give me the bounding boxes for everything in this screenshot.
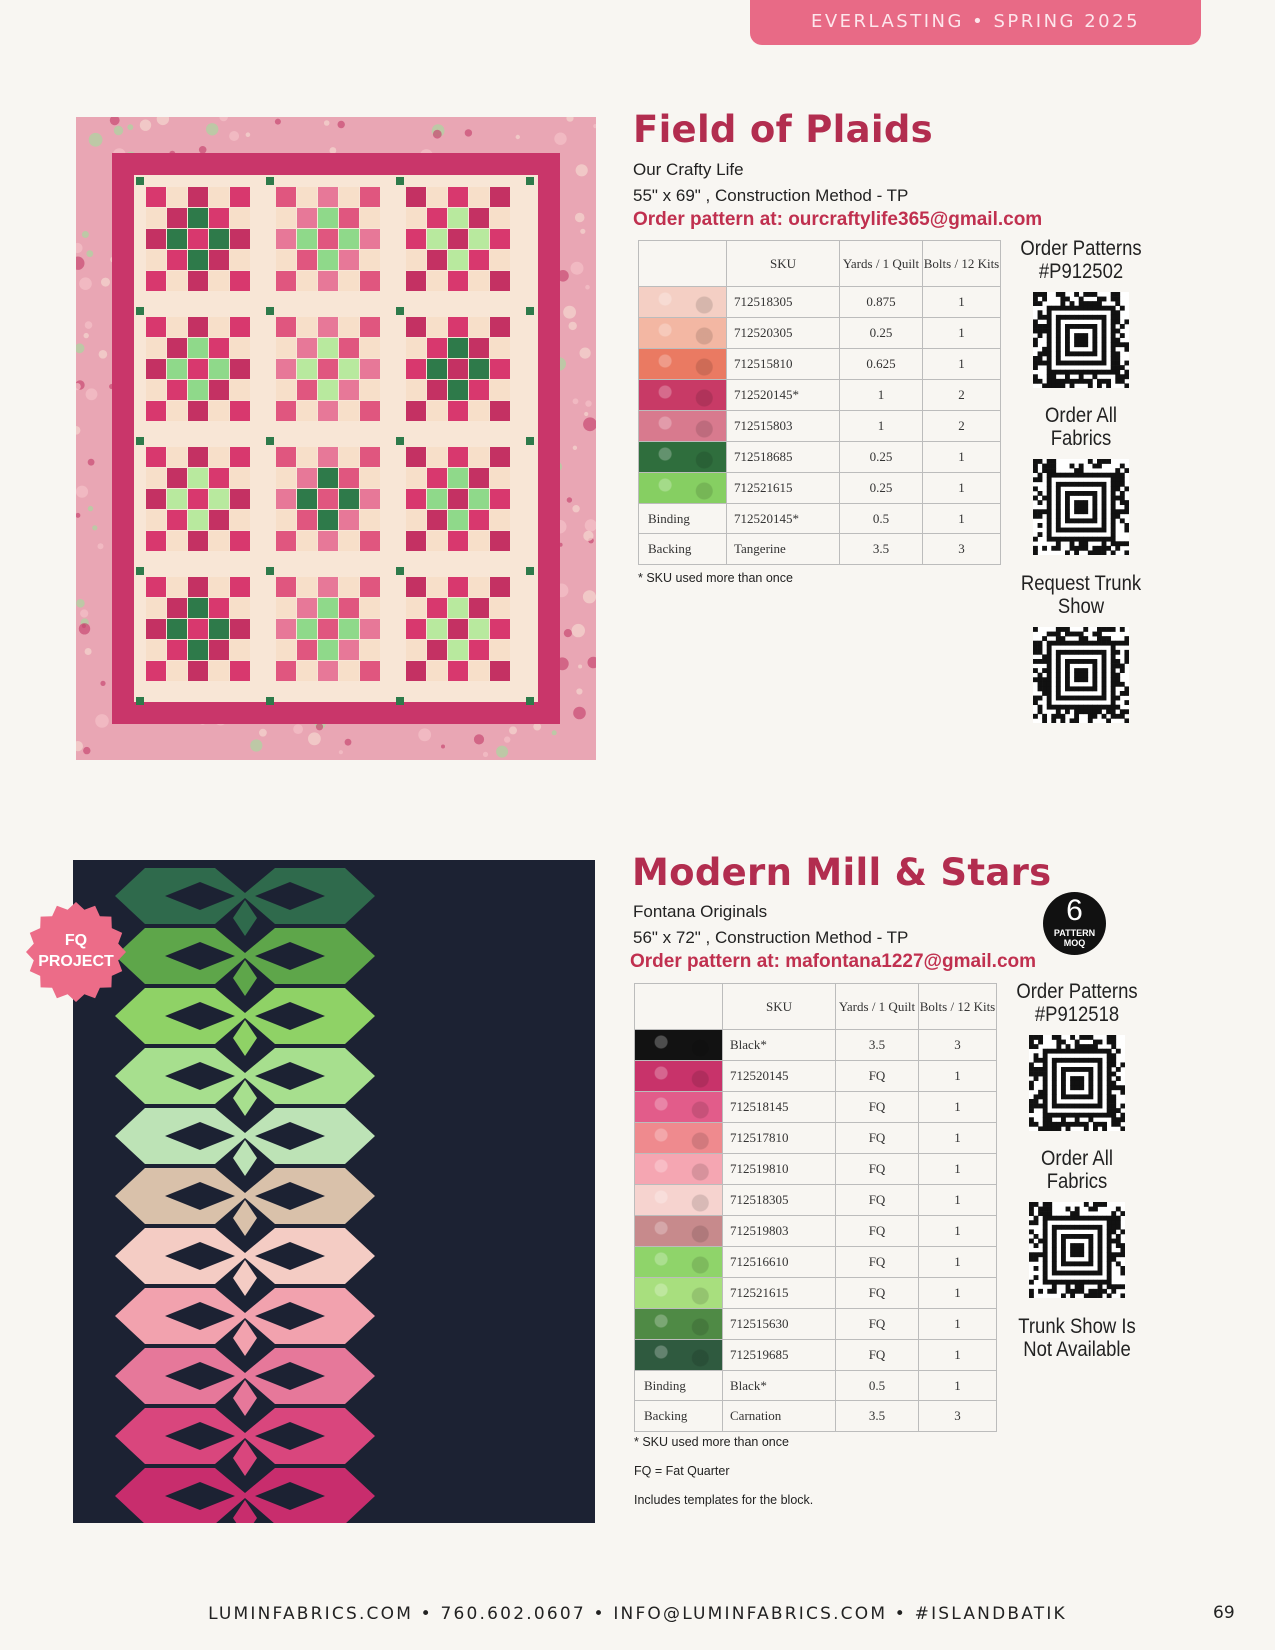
cell-sku: 712521615 xyxy=(727,473,840,504)
fabric-swatch xyxy=(639,473,727,504)
table-header: SKU xyxy=(723,984,836,1030)
cell-sku: 712520145* xyxy=(727,380,840,411)
table-row xyxy=(635,1092,997,1123)
cell-sku: Black* xyxy=(723,1030,836,1061)
qr-code-icon[interactable] xyxy=(1033,627,1129,723)
cell-sku: 712519810 xyxy=(723,1154,836,1185)
cell-yards: FQ xyxy=(836,1154,919,1185)
cell-bolts: 1 xyxy=(923,473,1001,504)
table-row xyxy=(635,1030,997,1061)
page-number: 69 xyxy=(1213,1603,1235,1623)
cell-sku: 712515803 xyxy=(727,411,840,442)
fabric-swatch xyxy=(635,1247,723,1278)
fabric-swatch-color xyxy=(635,1340,722,1370)
project1-size: 55" x 69" , Construction Method - TP xyxy=(633,186,909,205)
fabric-swatch-color xyxy=(639,473,726,503)
table-row xyxy=(635,1123,997,1154)
cell-bolts: 1 xyxy=(923,349,1001,380)
cell-sku: 712520145 xyxy=(723,1061,836,1092)
cell-yards: FQ xyxy=(836,1216,919,1247)
qr-code-icon[interactable] xyxy=(1033,459,1129,555)
cell-bolts: 1 xyxy=(923,504,1001,534)
fabric-swatch xyxy=(639,380,727,411)
cell-bolts: 1 xyxy=(919,1309,997,1340)
project1-title: Field of Plaids xyxy=(633,108,933,151)
table-header: Yards / 1 Quilt xyxy=(836,984,919,1030)
table-row xyxy=(639,287,1001,318)
cell-sku: 712515810 xyxy=(727,349,840,380)
fabric-swatch-color xyxy=(639,442,726,472)
qr-code-icon[interactable] xyxy=(1029,1202,1125,1298)
fabric-swatch-color xyxy=(635,1247,722,1277)
fabric-swatch-color xyxy=(635,1061,722,1091)
cell-yards: FQ xyxy=(836,1123,919,1154)
table-header: SKU xyxy=(727,241,840,287)
fabric-swatch-color xyxy=(635,1123,722,1153)
qr-label: Order Patterns #P912518 xyxy=(1016,980,1138,1026)
cell-sku: 712517810 xyxy=(723,1123,836,1154)
fabric-swatch-color xyxy=(635,1092,722,1122)
fabric-swatch-color xyxy=(635,1154,722,1184)
cell-bolts: 1 xyxy=(919,1216,997,1247)
moq-label: PATTERN MOQ xyxy=(1053,928,1096,948)
cell-yards: 0.625 xyxy=(840,349,923,380)
cell-yards: 3.5 xyxy=(840,534,923,564)
fabric-swatch-color xyxy=(635,1216,722,1246)
row-label: Binding xyxy=(635,1371,723,1401)
qr-code-icon[interactable] xyxy=(1029,1035,1125,1131)
cell-bolts: 1 xyxy=(919,1247,997,1278)
fabric-swatch-color xyxy=(639,380,726,410)
cell-sku: 712521615 xyxy=(723,1278,836,1309)
table-row xyxy=(639,318,1001,349)
qr-label: Trunk Show Is Not Available xyxy=(1018,1315,1136,1361)
cell-bolts: 1 xyxy=(919,1340,997,1371)
cell-yards: 1 xyxy=(840,380,923,411)
fabric-swatch xyxy=(639,287,727,318)
fabric-swatch xyxy=(639,411,727,442)
cell-sku: 712515630 xyxy=(723,1309,836,1340)
cell-sku: 712519685 xyxy=(723,1340,836,1371)
cell-bolts: 2 xyxy=(923,411,1001,442)
fabric-swatch-color xyxy=(639,287,726,317)
catalog-header-tab: EVERLASTING • SPRING 2025 xyxy=(750,0,1201,45)
cell-sku: 712518685 xyxy=(727,442,840,473)
table-row xyxy=(639,442,1001,473)
cell-yards: FQ xyxy=(836,1092,919,1123)
cell-yards: 3.5 xyxy=(836,1030,919,1061)
cell-yards: 1 xyxy=(840,411,923,442)
table-row xyxy=(635,1340,997,1371)
cell-sku: 712520305 xyxy=(727,318,840,349)
table-row xyxy=(639,380,1001,411)
table-row xyxy=(639,411,1001,442)
table-row xyxy=(635,1371,997,1401)
cell-sku: Tangerine xyxy=(727,534,840,564)
row-label: Binding xyxy=(639,504,727,534)
fabric-swatch xyxy=(635,1092,723,1123)
table-row xyxy=(639,349,1001,380)
fabric-swatch xyxy=(635,1030,723,1061)
table-row xyxy=(635,1185,997,1216)
table-row xyxy=(635,1216,997,1247)
project2-fabric-table xyxy=(634,983,997,1432)
table-row xyxy=(639,473,1001,504)
fabric-swatch-color xyxy=(635,1309,722,1339)
cell-yards: 0.25 xyxy=(840,442,923,473)
qr-label: Request Trunk Show xyxy=(1020,572,1142,618)
cell-sku: Carnation xyxy=(723,1401,836,1431)
fabric-swatch xyxy=(635,1278,723,1309)
cell-sku: 712518305 xyxy=(727,287,840,318)
cell-bolts: 2 xyxy=(923,380,1001,411)
fabric-swatch xyxy=(635,1123,723,1154)
fabric-swatch xyxy=(635,1185,723,1216)
project1-order-link[interactable]: Order pattern at: ourcraftylife365@gmail.com xyxy=(633,209,1043,230)
cell-yards: 0.25 xyxy=(840,318,923,349)
fabric-swatch-color xyxy=(639,349,726,379)
moq-number: 6 xyxy=(1066,894,1083,927)
cell-bolts: 1 xyxy=(919,1154,997,1185)
cell-bolts: 1 xyxy=(923,442,1001,473)
cell-sku: 712519803 xyxy=(723,1216,836,1247)
cell-yards: 0.5 xyxy=(840,504,923,534)
cell-bolts: 3 xyxy=(919,1401,997,1431)
fabric-swatch-color xyxy=(639,318,726,348)
table-row xyxy=(635,1401,997,1431)
fabric-swatch xyxy=(635,1216,723,1247)
table-header: Bolts / 12 Kits xyxy=(919,984,997,1030)
project2-title: Modern Mill & Stars xyxy=(632,851,1052,894)
fabric-swatch xyxy=(639,349,727,380)
modern-mill-stars-quilt-image xyxy=(73,860,595,1523)
cell-bolts: 1 xyxy=(919,1371,997,1401)
fabric-swatch xyxy=(635,1154,723,1185)
table-row xyxy=(635,1309,997,1340)
fabric-swatch xyxy=(635,1340,723,1371)
fabric-swatch-color xyxy=(639,411,726,441)
fq-project-badge-label: FQ PROJECT xyxy=(38,932,114,970)
fabric-swatch-color xyxy=(635,1185,722,1215)
table-row xyxy=(635,1154,997,1185)
table-row xyxy=(635,1247,997,1278)
project2-size: 56" x 72" , Construction Method - TP xyxy=(633,928,909,947)
cell-yards: FQ xyxy=(836,1061,919,1092)
cell-sku: 712518145 xyxy=(723,1092,836,1123)
field-of-plaids-quilt-image xyxy=(76,117,596,760)
cell-yards: 0.5 xyxy=(836,1371,919,1401)
qr-label: Order All Fabrics xyxy=(1041,1147,1113,1193)
cell-yards: 3.5 xyxy=(836,1401,919,1431)
qr-code-icon[interactable] xyxy=(1033,292,1129,388)
cell-yards: 0.875 xyxy=(840,287,923,318)
qr-label: Order Patterns #P912502 xyxy=(1020,237,1142,283)
table-row xyxy=(639,534,1001,564)
project1-designer: Our Crafty Life xyxy=(633,160,744,179)
footnote: FQ = Fat Quarter xyxy=(634,1464,730,1478)
cell-sku: 712516610 xyxy=(723,1247,836,1278)
row-label: Backing xyxy=(635,1401,723,1431)
row-label: Backing xyxy=(639,534,727,564)
fabric-swatch xyxy=(635,1061,723,1092)
table-row xyxy=(639,504,1001,534)
project1-fabric-table xyxy=(638,240,1001,565)
cell-sku: 712518305 xyxy=(723,1185,836,1216)
cell-bolts: 1 xyxy=(919,1185,997,1216)
cell-yards: FQ xyxy=(836,1247,919,1278)
fabric-swatch-color xyxy=(635,1030,722,1060)
qr-label: Order All Fabrics xyxy=(1045,404,1117,450)
footnote: * SKU used more than once xyxy=(634,1435,789,1449)
cell-sku: Black* xyxy=(723,1371,836,1401)
table-header: Yards / 1 Quilt xyxy=(840,241,923,287)
cell-bolts: 1 xyxy=(919,1278,997,1309)
project2-order-link[interactable]: Order pattern at: mafontana1227@gmail.com xyxy=(630,951,1037,972)
cell-bolts: 1 xyxy=(919,1092,997,1123)
table-header xyxy=(635,984,723,1030)
footnote: Includes templates for the block. xyxy=(634,1493,814,1507)
pattern-moq-badge xyxy=(1043,892,1106,955)
cell-bolts: 1 xyxy=(919,1061,997,1092)
cell-yards: FQ xyxy=(836,1278,919,1309)
footer-contact: LUMINFABRICS.COM • 760.602.0607 • INFO@LUMINFABRICS.COM • #ISLANDBATIK xyxy=(208,1604,1067,1624)
fabric-swatch xyxy=(639,442,727,473)
cell-yards: FQ xyxy=(836,1309,919,1340)
cell-bolts: 3 xyxy=(923,534,1001,564)
cell-bolts: 1 xyxy=(923,318,1001,349)
cell-bolts: 1 xyxy=(919,1123,997,1154)
project2-designer: Fontana Originals xyxy=(633,902,768,921)
cell-bolts: 3 xyxy=(919,1030,997,1061)
fabric-swatch xyxy=(639,318,727,349)
cell-yards: 0.25 xyxy=(840,473,923,504)
cell-yards: FQ xyxy=(836,1340,919,1371)
cell-sku: 712520145* xyxy=(727,504,840,534)
table-row xyxy=(635,1061,997,1092)
cell-yards: FQ xyxy=(836,1185,919,1216)
fabric-swatch xyxy=(635,1309,723,1340)
fabric-swatch-color xyxy=(635,1278,722,1308)
footnote: * SKU used more than once xyxy=(638,571,793,585)
table-row xyxy=(635,1278,997,1309)
cell-bolts: 1 xyxy=(923,287,1001,318)
table-header: Bolts / 12 Kits xyxy=(923,241,1001,287)
table-header xyxy=(639,241,727,287)
